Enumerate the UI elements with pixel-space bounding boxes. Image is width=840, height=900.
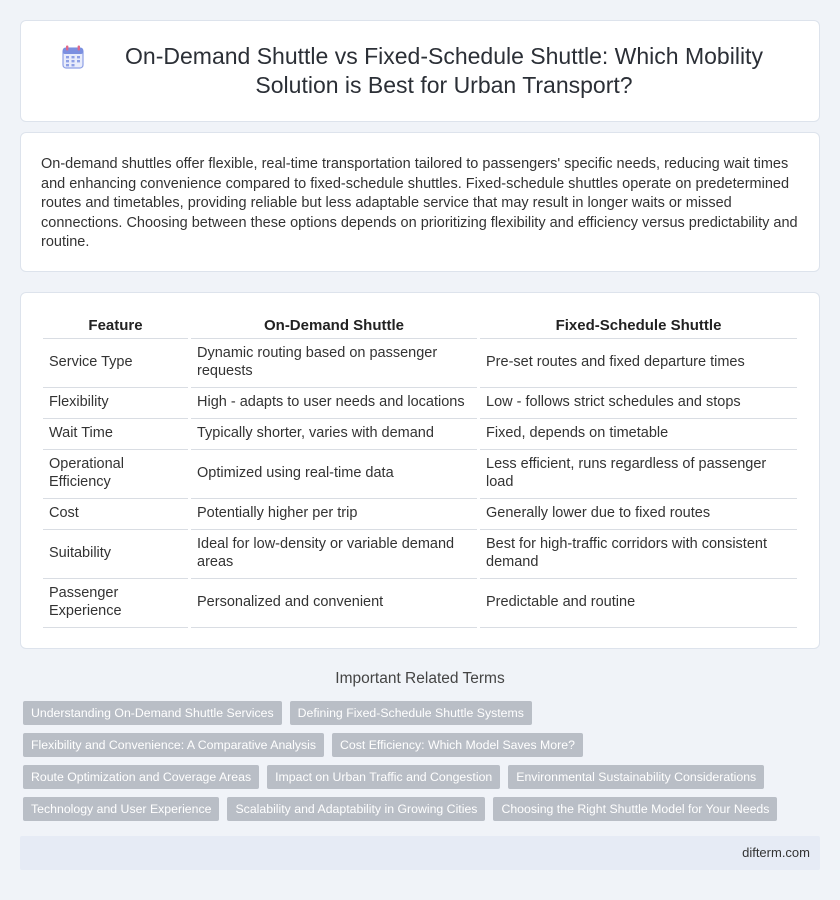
table-row (43, 579, 797, 628)
header-card (20, 20, 820, 122)
fixed-schedule-cell: Pre-set routes and fixed departure times (480, 339, 797, 388)
document-icon (61, 44, 87, 70)
on-demand-cell: Potentially higher per trip (191, 499, 477, 530)
table-row (43, 450, 797, 499)
page-title: On-Demand Shuttle vs Fixed-Schedule Shuttle: Which Mobility Solution is Best for Urban Transport? (125, 43, 763, 98)
table-row (43, 388, 797, 419)
header-on-demand: On-Demand Shuttle (191, 313, 477, 339)
on-demand-cell: Personalized and convenient (191, 579, 477, 628)
related-term-tag[interactable]: Flexibility and Convenience: A Comparative Analysis (23, 733, 324, 757)
related-term-tag[interactable]: Route Optimization and Coverage Areas (23, 765, 259, 789)
related-terms-list (23, 701, 823, 829)
table-row (43, 419, 797, 450)
on-demand-cell: Dynamic routing based on passenger requests (191, 339, 477, 388)
site-link[interactable]: difterm.com (742, 845, 810, 860)
header-feature: Feature (43, 313, 188, 339)
feature-cell: Operational Efficiency (43, 450, 188, 499)
feature-cell: Passenger Experience (43, 579, 188, 628)
intro-text: On-demand shuttles offer flexible, real-time transportation tailored to passengers' specific needs, reducing wait times and enhancing convenience compared to fixed-schedule shuttles. Fixed-schedule shuttles operate on predetermined routes and timetables, providing reliable but less adaptable service that may result in longer waits or missed connections. Choosing between these options depends on prioritizing flexibility and efficiency versus predictability and routine. (41, 156, 798, 251)
intro-card (20, 132, 820, 272)
related-term-tag[interactable]: Scalability and Adaptability in Growing Cities (227, 797, 485, 821)
header-fixed-schedule: Fixed-Schedule Shuttle (480, 313, 797, 339)
feature-cell: Cost (43, 499, 188, 530)
table-row (43, 339, 797, 388)
comparison-card (20, 292, 820, 649)
on-demand-cell: High - adapts to user needs and locations (191, 388, 477, 419)
related-term-tag[interactable]: Technology and User Experience (23, 797, 219, 821)
fixed-schedule-cell: Best for high-traffic corridors with consistent demand (480, 530, 797, 579)
on-demand-cell: Optimized using real-time data (191, 450, 477, 499)
on-demand-cell: Typically shorter, varies with demand (191, 419, 477, 450)
feature-cell: Wait Time (43, 419, 188, 450)
comparison-table (40, 313, 800, 628)
related-term-tag[interactable]: Understanding On-Demand Shuttle Services (23, 701, 282, 725)
related-term-tag[interactable]: Defining Fixed-Schedule Shuttle Systems (290, 701, 532, 725)
related-term-tag[interactable]: Environmental Sustainability Considerations (508, 765, 764, 789)
footer (20, 836, 820, 870)
fixed-schedule-cell: Fixed, depends on timetable (480, 419, 797, 450)
fixed-schedule-cell: Less efficient, runs regardless of passenger load (480, 450, 797, 499)
feature-cell: Flexibility (43, 388, 188, 419)
related-terms-title: Important Related Terms (335, 670, 505, 687)
related-term-tag[interactable]: Choosing the Right Shuttle Model for Your Needs (493, 797, 777, 821)
feature-cell: Service Type (43, 339, 188, 388)
table-header-row (43, 313, 797, 339)
fixed-schedule-cell: Generally lower due to fixed routes (480, 499, 797, 530)
related-term-tag[interactable]: Cost Efficiency: Which Model Saves More? (332, 733, 583, 757)
on-demand-cell: Ideal for low-density or variable demand areas (191, 530, 477, 579)
fixed-schedule-cell: Predictable and routine (480, 579, 797, 628)
table-row (43, 530, 797, 579)
related-term-tag[interactable]: Impact on Urban Traffic and Congestion (267, 765, 500, 789)
feature-cell: Suitability (43, 530, 188, 579)
table-row (43, 499, 797, 530)
fixed-schedule-cell: Low - follows strict schedules and stops (480, 388, 797, 419)
